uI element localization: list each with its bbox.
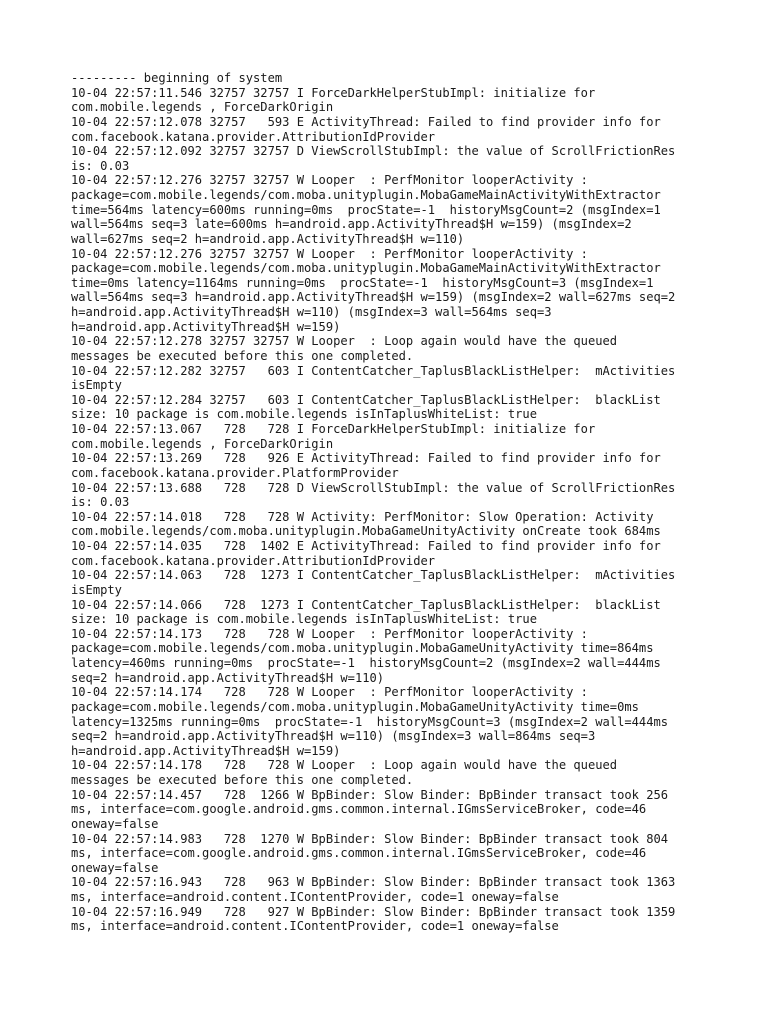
log-line: seq=2 h=android.app.ActivityThread$H w=110) (msgIndex=3 wall=864ms seq=3	[71, 729, 596, 744]
log-line: messages be executed before this one completed.	[71, 773, 414, 787]
log-line: 10-04 22:57:13.269 728 926 E ActivityThread: Failed to find provider info for	[71, 451, 661, 466]
log-text-body	[71, 71, 711, 934]
log-line: 10-04 22:57:14.035 728 1402 E ActivityThread: Failed to find provider info for	[71, 539, 661, 553]
log-line: 10-04 22:57:14.066 728 1273 I ContentCatcher_TaplusBlackListHelper: blackList	[71, 597, 661, 612]
log-line: ms, interface=com.google.android.gms.common.internal.IGmsServiceBroker, code=46	[71, 802, 647, 817]
log-line: 10-04 22:57:12.282 32757 603 I ContentCatcher_TaplusBlackListHelper: mActivities	[71, 363, 676, 378]
log-line: package=com.mobile.legends/com.moba.unityplugin.MobaGameMainActivityWithExtractor	[71, 261, 661, 276]
log-line: 10-04 22:57:11.546 32757 32757 I ForceDarkHelperStubImpl: initialize for	[71, 85, 596, 100]
log-line: 10-04 22:57:12.276 32757 32757 W Looper : PerfMonitor looperActivity :	[71, 246, 588, 261]
log-line: latency=1325ms running=0ms procState=-1 historyMsgCount=3 (msgIndex=2 wall=444ms	[71, 714, 669, 729]
log-line: package=com.mobile.legends/com.moba.unityplugin.MobaGameUnityActivity time=0ms	[71, 699, 639, 714]
log-line: h=android.app.ActivityThread$H w=110) (msgIndex=3 wall=564ms seq=3	[71, 305, 552, 319]
log-line: 10-04 22:57:12.078 32757 593 E ActivityThread: Failed to find provider info for	[71, 114, 661, 129]
log-line: package=com.mobile.legends/com.moba.unityplugin.MobaGameUnityActivity time=864ms	[71, 641, 654, 656]
log-line: time=564ms latency=600ms running=0ms procState=-1 historyMsgCount=2 (msgIndex=1	[71, 202, 661, 217]
log-line: com.mobile.legends , ForceDarkOrigin	[71, 436, 334, 451]
log-line: is: 0.03	[71, 158, 130, 173]
log-line: is: 0.03	[71, 495, 130, 510]
log-line: size: 10 package is com.mobile.legends isInTaplusWhiteList: true	[71, 612, 537, 627]
log-line: latency=460ms running=0ms procState=-1 historyMsgCount=2 (msgIndex=2 wall=444ms	[71, 656, 661, 670]
log-line: 10-04 22:57:14.173 728 728 W Looper : PerfMonitor looperActivity :	[71, 626, 588, 641]
log-line: size: 10 package is com.mobile.legends isInTaplusWhiteList: true	[71, 407, 537, 422]
log-line: ms, interface=com.google.android.gms.common.internal.IGmsServiceBroker, code=46	[71, 846, 647, 861]
log-line: com.mobile.legends , ForceDarkOrigin	[71, 100, 334, 115]
log-line: 10-04 22:57:16.943 728 963 W BpBinder: Slow Binder: BpBinder transact took 1363	[71, 875, 676, 890]
log-line: 10-04 22:57:14.178 728 728 W Looper : Loop again would have the queued	[71, 758, 618, 773]
log-line: com.mobile.legends/com.moba.unityplugin.MobaGameUnityActivity onCreate took 684ms	[71, 524, 661, 539]
log-line: isEmpty	[71, 378, 122, 393]
log-line: messages be executed before this one completed.	[71, 348, 414, 363]
log-line: wall=564ms seq=3 h=android.app.ActivityThread$H w=159) (msgIndex=2 wall=627ms seq=2	[71, 290, 676, 305]
log-line: h=android.app.ActivityThread$H w=159)	[71, 319, 341, 334]
log-line: 10-04 22:57:14.983 728 1270 W BpBinder: Slow Binder: BpBinder transact took 804	[71, 831, 669, 846]
log-line: 10-04 22:57:13.067 728 728 I ForceDarkHelperStubImpl: initialize for	[71, 422, 596, 436]
log-line: ms, interface=android.content.IContentProvider, code=1 oneway=false	[71, 919, 559, 934]
log-line: time=0ms latency=1164ms running=0ms procState=-1 historyMsgCount=3 (msgIndex=1	[71, 275, 654, 290]
log-line: isEmpty	[71, 582, 122, 597]
log-line: 10-04 22:57:12.278 32757 32757 W Looper : Loop again would have the queued	[71, 334, 618, 349]
log-line: com.facebook.katana.provider.AttributionIdProvider	[71, 129, 436, 144]
log-line: wall=564ms seq=3 late=600ms h=android.app.ActivityThread$H w=159) (msgIndex=2	[71, 217, 632, 232]
log-line: com.facebook.katana.provider.PlatformProvider	[71, 465, 399, 480]
log-line: 10-04 22:57:14.457 728 1266 W BpBinder: Slow Binder: BpBinder transact took 256	[71, 787, 669, 802]
log-line: com.facebook.katana.provider.AttributionIdProvider	[71, 553, 436, 568]
log-line: 10-04 22:57:14.174 728 728 W Looper : PerfMonitor looperActivity :	[71, 685, 588, 700]
log-line: 10-04 22:57:14.063 728 1273 I ContentCatcher_TaplusBlackListHelper: mActivities	[71, 568, 676, 583]
log-line: oneway=false	[71, 860, 159, 875]
log-line: oneway=false	[71, 816, 159, 831]
log-line: --------- beginning of system	[71, 71, 283, 85]
log-line: 10-04 22:57:12.092 32757 32757 D ViewScrollStubImpl: the value of ScrollFrictionRes	[71, 144, 676, 159]
log-line: ms, interface=android.content.IContentProvider, code=1 oneway=false	[71, 890, 559, 904]
log-line: 10-04 22:57:16.949 728 927 W BpBinder: Slow Binder: BpBinder transact took 1359	[71, 904, 676, 919]
log-line: h=android.app.ActivityThread$H w=159)	[71, 743, 341, 758]
log-line: wall=627ms seq=2 h=android.app.ActivityThread$H w=110)	[71, 231, 465, 246]
log-line: seq=2 h=android.app.ActivityThread$H w=110)	[71, 670, 385, 685]
log-line: package=com.mobile.legends/com.moba.unityplugin.MobaGameMainActivityWithExtractor	[71, 188, 661, 202]
log-line: 10-04 22:57:12.284 32757 603 I ContentCatcher_TaplusBlackListHelper: blackList	[71, 392, 661, 407]
log-line: 10-04 22:57:12.276 32757 32757 W Looper : PerfMonitor looperActivity :	[71, 173, 588, 188]
log-line: 10-04 22:57:13.688 728 728 D ViewScrollStubImpl: the value of ScrollFrictionRes	[71, 480, 676, 495]
log-line: 10-04 22:57:14.018 728 728 W Activity: PerfMonitor: Slow Operation: Activity	[71, 509, 654, 524]
